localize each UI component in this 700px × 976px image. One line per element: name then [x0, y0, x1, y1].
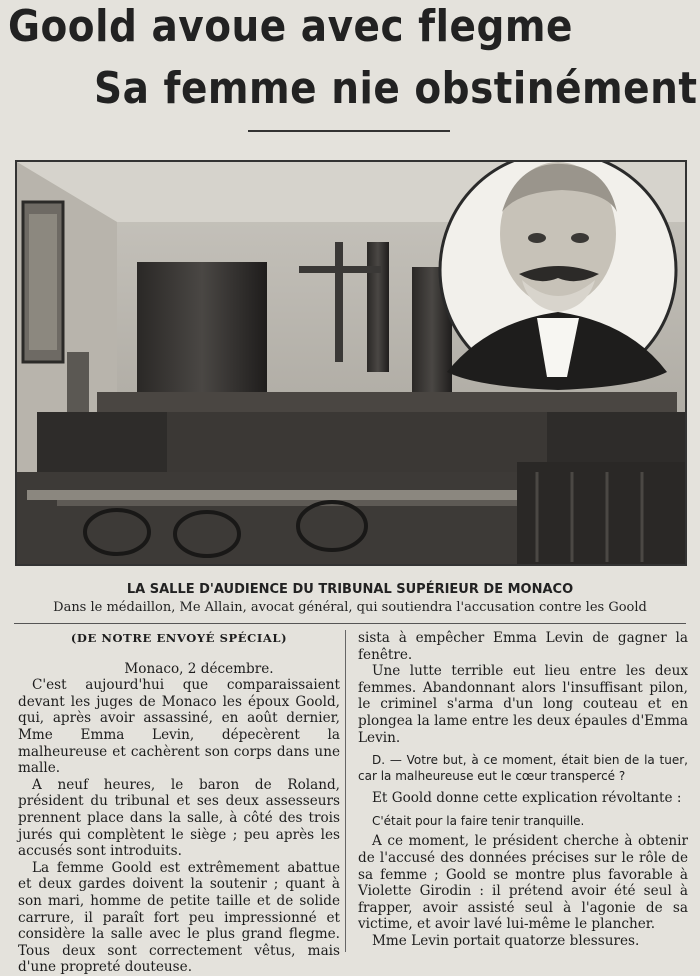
headline-line-1: Goold avoue avec flegme: [8, 2, 573, 53]
article-quote: C'était pour la faire tenir tranquille.: [372, 813, 585, 828]
photo-caption-subtitle: Dans le médaillon, Me Allain, avocat général, qui soutiendra l'accusation contre les Goold: [53, 600, 647, 615]
courtroom-photograph: [15, 160, 687, 566]
article-paragraph: Mme Levin portait quatorze blessures.: [372, 932, 640, 949]
article-dateline: Monaco, 2 décembre.: [124, 660, 274, 677]
headline-line-2: Sa femme nie obstinément: [94, 64, 698, 115]
caption-divider: [14, 623, 686, 624]
article-byline: (DE NOTRE ENVOYÉ SPÉCIAL): [70, 631, 288, 645]
article-paragraph: Une lutte terrible eut lieu entre les deux femmes. Abandonnant alors l'insuffisant pilon, le criminel s'arma d'un long couteau et en plongea la lame entre les deux épaules d'Emma Levin.: [358, 663, 688, 746]
article-paragraph: A neuf heures, le baron de Roland, président du tribunal et ses deux assesseurs prennent place dans la salle, à côté des trois jurés qui complètent le siège ; peu après les accusés sont introduits.: [18, 776, 340, 860]
article-column-left: [18, 630, 340, 976]
photograph-icon: [17, 162, 685, 564]
article-paragraph: sista à empêcher Emma Levin de gagner la fenêtre.: [358, 630, 688, 663]
article-paragraph: Et Goold donne cette explication révoltante :: [372, 790, 682, 807]
headline-rule: [248, 130, 450, 132]
article-paragraph: C'est aujourd'hui que comparaissaient devant les juges de Monaco les époux Goold, qui, après avoir assassiné, en août dernier, Mme Emma Levin, dépecèrent la malheureuse et cachèrent son corps dans une malle.: [18, 677, 340, 777]
article-paragraph: A ce moment, le président cherche à obtenir de l'accusé des données précises sur le rôle de sa femme ; Goold se montre plus favorable à Violette Girodin : il prétend avoir été seul à frapper, avoir assisté seul à l'agonie de sa victime, et avoir lavé lui-même le plancher.: [358, 833, 688, 933]
article-question: D. — Votre but, à ce moment, était bien de la tuer, car la malheureuse eut le cœur transpercé ?: [358, 753, 688, 784]
photo-caption-title: LA SALLE D'AUDIENCE DU TRIBUNAL SUPÉRIEUR DE MONACO: [126, 582, 574, 597]
column-divider: [345, 630, 346, 952]
article-column-right: [358, 630, 688, 950]
article-paragraph: La femme Goold est extrêmement abattue et deux gardes doivent la soutenir ; quant à son mari, homme de petite taille et de solide carrure, il paraît fort peu impressionné et considère la salle avec le plus grand flegme. Tous deux sont correctement vêtus, mais d'une propreté douteuse.: [18, 859, 340, 976]
